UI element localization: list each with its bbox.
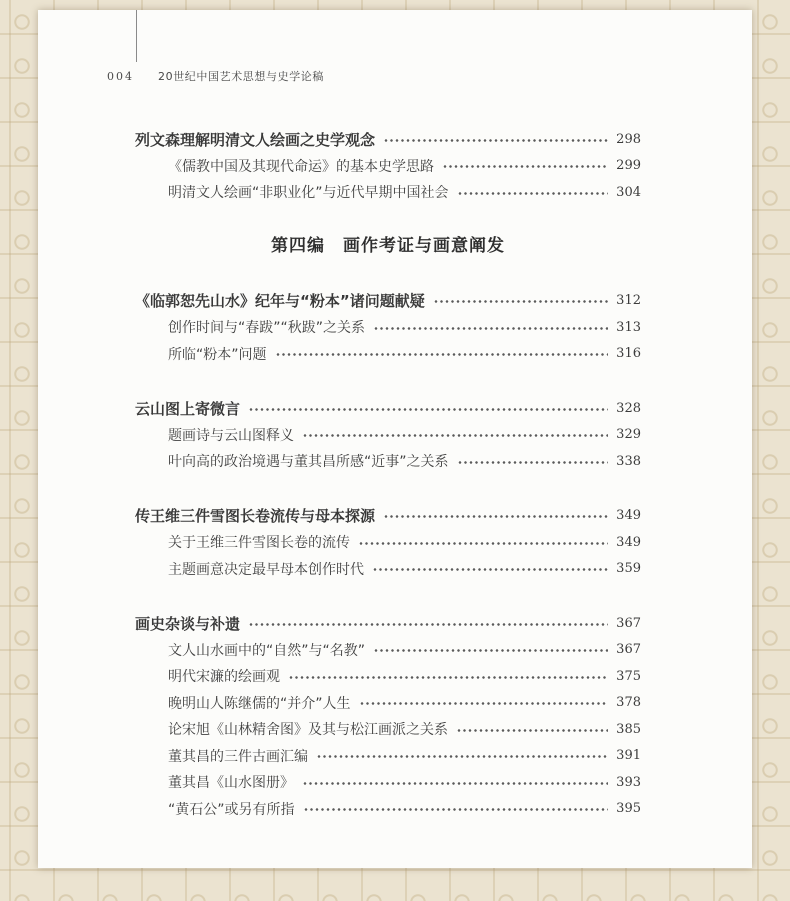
dot-leader: [249, 621, 608, 628]
toc-entry-page: 298: [616, 131, 641, 147]
dot-leader: [458, 459, 608, 466]
dot-leader: [384, 513, 608, 520]
folio-number: 004: [107, 69, 134, 83]
toc-entry-page: 367: [616, 642, 641, 658]
toc-entry-page: 395: [616, 801, 641, 817]
toc-entry: [135, 769, 641, 796]
toc-entry-title: 《儒教中国及其现代命运》的基本史学思路: [168, 158, 434, 175]
dot-leader: [457, 727, 608, 734]
dot-leader: [384, 137, 608, 144]
toc-entry-title: 论宋旭《山林精舍图》及其与松江画派之关系: [168, 722, 448, 739]
toc-entry-title: 列文森理解明清文人绘画之史学观念: [135, 130, 376, 149]
part-heading: 第四编 画作考证与画意阐发: [271, 235, 505, 256]
toc-entry-page: 391: [616, 748, 641, 764]
dot-leader: [303, 780, 608, 787]
toc-entry-page: 312: [616, 293, 641, 309]
dot-leader: [443, 163, 608, 170]
toc-entry-title: 董其昌《山水图册》: [168, 775, 294, 792]
dot-leader: [304, 806, 608, 813]
page-header: [107, 68, 324, 84]
toc-group: [135, 126, 641, 206]
toc-entry-page: 304: [616, 184, 641, 200]
header-vertical-rule: [136, 10, 137, 62]
toc-entry: [135, 422, 641, 449]
toc-entry-title: 明代宋濂的绘画观: [168, 669, 280, 686]
book-page: [38, 10, 752, 868]
toc-entry-title: 董其昌的三件古画汇编: [168, 748, 308, 765]
toc-entry-title: 题画诗与云山图释义: [168, 427, 294, 444]
dot-leader: [303, 432, 608, 439]
toc-entry-title: 文人山水画中的“自然”与“名教”: [168, 642, 366, 659]
dot-leader: [458, 190, 608, 197]
toc-group: [135, 288, 641, 368]
toc-entry-page: 329: [616, 427, 641, 443]
toc-entry-page: 393: [616, 774, 641, 790]
toc-entry: [135, 690, 641, 717]
toc-entry-page: 378: [616, 695, 641, 711]
toc-entry-page: 359: [616, 561, 641, 577]
toc-group: [135, 503, 641, 583]
toc-entry: [135, 637, 641, 664]
toc-entry: [135, 529, 641, 556]
toc-entry: [135, 796, 641, 823]
toc-entry: [135, 314, 641, 341]
toc-entry: [135, 610, 641, 637]
dot-leader: [434, 298, 608, 305]
toc-entry: [135, 743, 641, 770]
toc-entry-title: 云山图上寄微言: [135, 399, 241, 418]
toc-entry-title: 所临“粉本”问题: [168, 346, 267, 363]
dot-leader: [360, 700, 608, 707]
dot-leader: [374, 325, 608, 332]
toc-entry-title: 传王维三件雪图长卷流传与母本探源: [135, 507, 376, 526]
dot-leader: [373, 566, 608, 573]
dot-leader: [374, 647, 608, 654]
dot-leader: [289, 674, 608, 681]
toc-entry-page: 367: [616, 615, 641, 631]
toc-entry-title: 创作时间与“春跋”“秋跋”之关系: [168, 320, 366, 337]
dot-leader: [359, 540, 608, 547]
toc-entry-page: 313: [616, 319, 641, 335]
toc-entry-page: 349: [616, 534, 641, 550]
toc-entry: [135, 663, 641, 690]
dot-leader: [317, 753, 608, 760]
toc-entry: [135, 503, 641, 530]
toc-entry-page: 385: [616, 721, 641, 737]
toc-group: [135, 610, 641, 822]
table-of-contents: [135, 126, 641, 850]
toc-entry: [135, 716, 641, 743]
toc-entry: [135, 395, 641, 422]
toc-groups-before: [135, 126, 641, 206]
toc-entry-page: 375: [616, 668, 641, 684]
toc-groups-after: [135, 288, 641, 823]
toc-entry-title: 《临郭恕先山水》纪年与“粉本”诸问题献疑: [135, 292, 425, 311]
toc-entry: [135, 179, 641, 206]
dot-leader: [276, 351, 608, 358]
toc-entry-page: 328: [616, 400, 641, 416]
toc-entry-title: “黄石公”或另有所指: [168, 801, 295, 818]
toc-entry: [135, 153, 641, 180]
toc-entry-title: 主题画意决定最早母本创作时代: [168, 561, 364, 578]
toc-entry-title: 关于王维三件雪图长卷的流传: [168, 535, 350, 552]
toc-group: [135, 395, 641, 475]
toc-entry: [135, 288, 641, 315]
book-title: 20世纪中国艺术思想与史学论稿: [158, 70, 324, 83]
toc-entry-title: 晚明山人陈继儒的“并介”人生: [168, 695, 351, 712]
toc-entry: [135, 126, 641, 153]
toc-entry: [135, 341, 641, 368]
toc-entry-page: 316: [616, 346, 641, 362]
toc-entry-title: 叶向高的政治境遇与董其昌所感“近事”之关系: [168, 454, 449, 471]
toc-entry: [135, 556, 641, 583]
toc-entry: [135, 448, 641, 475]
dot-leader: [249, 406, 608, 413]
toc-entry-title: 画史杂谈与补遗: [135, 614, 241, 633]
toc-entry-title: 明清文人绘画“非职业化”与近代早期中国社会: [168, 185, 449, 202]
toc-entry-page: 349: [616, 508, 641, 524]
toc-entry-page: 299: [616, 158, 641, 174]
toc-entry-page: 338: [616, 453, 641, 469]
